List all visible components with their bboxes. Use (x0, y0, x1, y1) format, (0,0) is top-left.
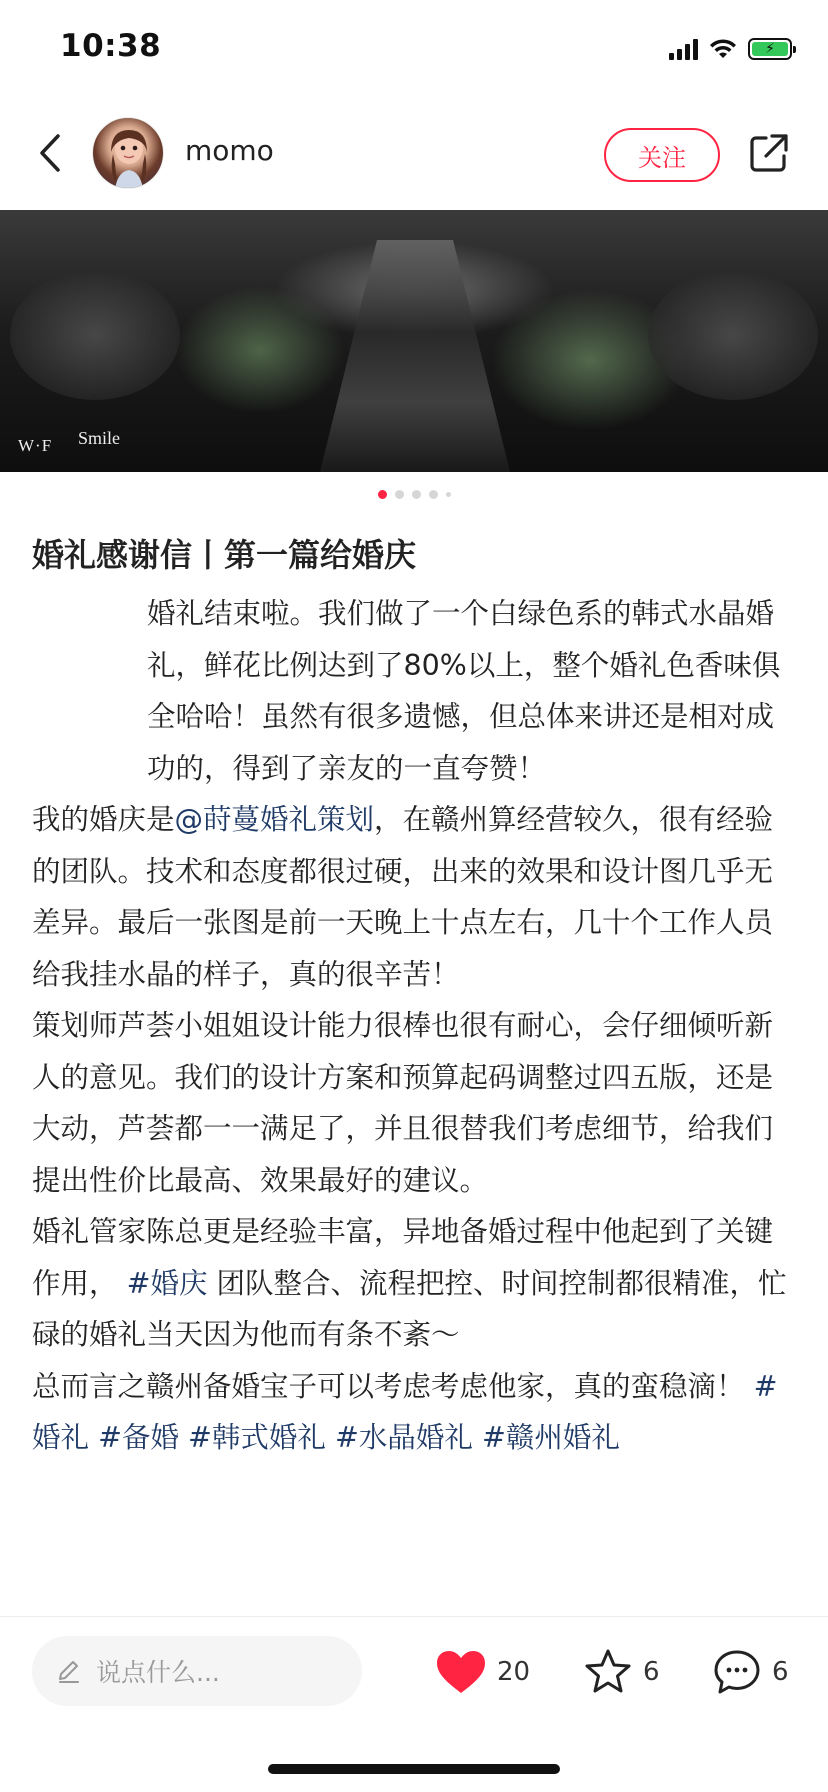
pager-dot-active (378, 490, 387, 499)
comment-count: 6 (772, 1657, 789, 1687)
comment-input[interactable] (32, 1636, 362, 1706)
post-paragraph-1: 婚礼结束啦。我们做了一个白绿色系的韩式水晶婚礼，鲜花比例达到了80%以上，整个婚礼色香味俱全哈哈！虽然有很多遗憾，但总体来讲还是相对成功的，得到了亲友的一直夸赞！ (147, 597, 781, 785)
pencil-icon (56, 1658, 82, 1684)
banner-logo-wf: W·F (18, 436, 53, 455)
banner-logo-smile: Smile (78, 428, 121, 448)
status-time: 10:38 (60, 28, 162, 64)
like-button[interactable] (435, 1648, 530, 1696)
favorite-count: 6 (643, 1657, 660, 1687)
status-bar (0, 0, 828, 100)
signal-icon (669, 38, 698, 60)
star-icon (583, 1648, 633, 1696)
like-count: 20 (497, 1657, 531, 1687)
paragraph-4-suffix: 团队整合、流程把控、时间控制都很精准，忙碌的婚礼当天因为他而有条不紊～ (32, 1266, 787, 1351)
avatar[interactable] (92, 117, 164, 189)
hashtag-link[interactable]: #备婚 (98, 1421, 179, 1454)
battery-icon: ⚡ (748, 38, 792, 60)
post-paragraph-5 (32, 1361, 796, 1464)
hashtag-link[interactable]: #婚庆 (126, 1266, 208, 1300)
post-body (32, 588, 796, 1464)
share-icon (746, 130, 792, 176)
post-paragraph-2 (32, 794, 796, 1000)
back-button[interactable] (30, 128, 70, 178)
carousel-pager (0, 490, 828, 499)
status-icons (669, 34, 792, 64)
post-paragraph-4 (32, 1206, 796, 1361)
hashtag-link[interactable]: #婚礼 (32, 1369, 778, 1454)
post-title: 婚礼感谢信丨第一篇给婚庆 (32, 536, 417, 574)
paragraph-2-suffix: ，在赣州算经营较久，很有经验的团队。技术和态度都很过硬，出来的效果和设计图几乎无差异。最后一张图是前一天晚上十点左右，几十个工作人员给我挂水晶的样子，真的很辛苦！ (32, 803, 774, 991)
paragraph-2-prefix: 我的婚庆是 (32, 803, 175, 836)
hashtag-link[interactable]: #韩式婚礼 (188, 1421, 326, 1454)
paragraph-4-prefix: 婚礼管家陈总更是经验丰富，异地备婚过程中他起到了关键作用， (32, 1215, 774, 1300)
banner-table-left (10, 270, 180, 400)
comment-placeholder: 说点什么... (96, 1658, 220, 1687)
pager-dot (446, 492, 451, 497)
post-paragraph-3: 策划师芦荟小姐姐设计能力很棒也很有耐心，会仔细倾听新人的意见。我们的设计方案和预算起码调整过四五版，还是大动，芦荟都一一满足了，并且很替我们考虑细节，给我们提出性价比最高、效果最好的建议。 (32, 1009, 774, 1197)
mention-link[interactable]: @莳蔓婚礼策划 (174, 803, 375, 836)
banner-aisle (320, 240, 510, 472)
username[interactable]: momo (185, 134, 274, 167)
banner-table-right (648, 270, 818, 400)
hashtag-link[interactable]: #水晶婚礼 (334, 1421, 473, 1454)
favorite-button[interactable] (583, 1648, 660, 1696)
comment-bubble-icon (712, 1648, 762, 1696)
hashtag-link[interactable]: #赣州婚礼 (481, 1421, 620, 1454)
pager-dot (395, 490, 404, 499)
comment-button[interactable] (712, 1648, 789, 1696)
follow-button[interactable]: 关注 (604, 128, 720, 182)
home-indicator (268, 1764, 560, 1774)
chevron-left-icon (38, 133, 62, 173)
post-image-carousel[interactable] (0, 210, 828, 472)
paragraph-5-prefix: 总而言之赣州备婚宝子可以考虑考虑他家，真的蛮稳滴！ (32, 1369, 745, 1403)
wifi-icon (708, 37, 738, 61)
pager-dot (412, 490, 421, 499)
pager-dot (429, 490, 438, 499)
bottom-divider (0, 1616, 828, 1617)
share-button[interactable] (746, 130, 792, 176)
heart-icon (435, 1649, 487, 1695)
post-header (0, 100, 828, 210)
